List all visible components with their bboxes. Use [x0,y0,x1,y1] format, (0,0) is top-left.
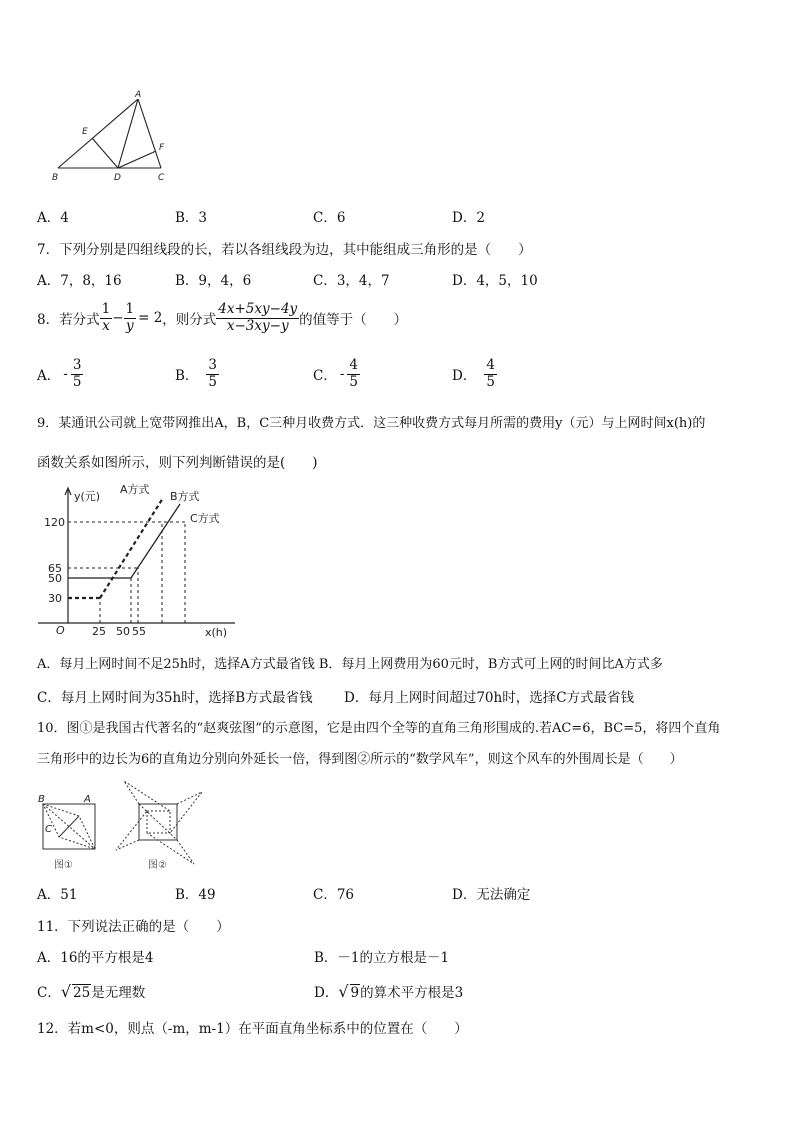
q12-stem: 12．若m<0，则点（-m，m-1）在平面直角坐标系中的位置在（ ） [37,1021,468,1037]
q8-option-a[interactable] [37,358,83,390]
q8-option-c-den: 5 [349,373,358,390]
q8-fraction-main [216,302,299,334]
q7-stem: 7．下列分别是四组线段的长，若以各组线段为边，其中能组成三角形的是（ ） [37,242,532,258]
q7-option-a[interactable]: A．7，8，16 [37,273,122,289]
q9-option-d[interactable]: D．每月上网时间超过70h时，选择C方式最省钱 [344,690,635,706]
q6-option-b[interactable]: B．3 [175,210,208,226]
q8-option-a-den: 5 [72,373,82,390]
q9-graph-series-c-label: C方式 [190,512,220,525]
q8-minus: − [112,310,124,327]
q10-option-a[interactable]: A．51 [37,887,78,903]
q9-graph-xlabel: x(h) [205,626,228,639]
q11-option-c[interactable] [37,981,145,1001]
q11-option-d-text: 的算术平方根是3 [360,985,464,1001]
q8-option-c-sign: - [339,366,345,383]
q8-option-d-den: 5 [486,373,495,390]
q7-option-d[interactable]: D．4，5，10 [452,273,538,289]
vertex-label-c: C [158,173,165,182]
sqrt-icon: √ [338,982,349,1001]
q8-option-c-num: 4 [349,357,358,373]
vertex-label-b: B [52,173,59,182]
q9-graph-xtick-55: 55 [132,625,146,638]
q11-option-c-radicand: 25 [73,985,91,1001]
triangle-figure [48,88,178,182]
q8-option-d-num: 4 [486,357,495,373]
q10-figure-2 [112,778,207,870]
q8-fraction-1y [124,302,137,334]
q10-stem-line1: 10．图①是我国古代著名的“赵爽弦图”的示意图，它是由四个全等的直角三角形围成的.若AC=6，BC=5，将四个直角 [37,721,721,736]
q6-option-a[interactable]: A．4 [37,210,69,226]
q11-option-b[interactable]: B．－1的立方根是－1 [314,950,450,966]
q9-graph-xtick-50: 50 [116,625,130,638]
q8-option-c[interactable] [313,358,360,390]
q10-option-c[interactable]: C．76 [313,887,355,903]
q9-stem-line2: 函数关系如图所示，则下列判断错误的是( ) [37,455,318,471]
q9-graph-xtick-25: 25 [92,625,106,638]
sqrt-icon: √ [60,982,72,1001]
q10-option-b[interactable]: B．49 [175,887,216,903]
q9-stem-line1: 9．某通讯公司就上宽带网推出A，B，C三种月收费方式．这三种收费方式每月所需的费用y（元）与上网时间x(h)的 [37,416,706,431]
q9-fee-graph [30,480,270,648]
q8-option-a-sign: - [63,366,68,383]
q8-option-b[interactable] [175,358,219,390]
q9-option-a-b[interactable]: A．每月上网时间不足25h时，选择A方式最省钱 B．每月上网费用为60元时，B方式可上网的时间比A方式多 [37,657,663,672]
q8-f2-den: y [125,317,134,334]
q8-stem [37,302,407,334]
q8-option-a-fraction [71,358,84,390]
q9-graph-origin: O [56,624,65,637]
q8-f3-den: x−3xy−y [226,317,289,334]
q9-graph-ytick-120: 120 [44,516,65,529]
q11-option-d-radicand: 9 [350,985,360,1001]
q8-option-c-letter: C． [313,368,337,385]
q8-option-c-fraction [347,358,360,390]
q10-fig2-caption: 图② [148,860,167,870]
q10-fig1-label-b: B [38,794,45,805]
q10-option-d[interactable]: D．无法确定 [452,887,531,903]
q8-number: 8．若分式 [37,312,100,329]
q8-tail: 的值等于（ ） [299,312,408,329]
q10-fig1-caption: 图① [54,860,73,870]
q11-option-c-letter: C． [37,985,61,1001]
q7-option-b[interactable]: B．9，4，6 [175,273,252,289]
q7-option-c[interactable]: C．3，4，7 [313,273,390,289]
q6-option-d[interactable]: D．2 [452,210,485,226]
q8-option-b-den: 5 [208,373,218,390]
q11-stem: 11．下列说法正确的是（ ） [37,919,230,935]
q8-equals: = 2 [138,310,163,327]
q9-graph-ylabel: y(元) [74,490,101,503]
q8-option-b-fraction [206,358,219,390]
q9-graph-ytick-50: 50 [48,572,62,585]
vertex-label-f: F [159,143,165,153]
q9-graph-series-a-label: A方式 [120,483,150,496]
q10-fig1-label-c: C [45,824,52,835]
q8-option-b-letter: B． [175,368,199,385]
q10-figure-1 [34,790,104,870]
q9-graph-ytick-65: 65 [48,562,62,575]
q11-option-d-letter: D． [314,985,339,1001]
q8-option-a-num: 3 [72,357,82,373]
q8-f1-num: 1 [101,301,111,317]
q8-fraction-1x [100,302,113,334]
q8-f2-num: 1 [125,301,135,317]
q8-option-d-letter: D． [452,368,477,385]
q11-option-c-text: 是无理数 [91,985,146,1001]
q11-option-d[interactable] [314,981,463,1001]
q8-option-d[interactable] [452,358,497,390]
q8-f3-num: 4x+5xy−4y [218,301,298,317]
q8-option-b-num: 3 [208,357,218,373]
q9-graph-series-b-label: B方式 [170,490,200,503]
vertex-label-e: E [82,127,88,137]
vertex-label-a: A [135,90,142,100]
q8-mid-text: ，则分式 [162,312,217,329]
q6-option-c[interactable]: C．6 [313,210,346,226]
q8-option-d-fraction [484,358,497,390]
q9-option-c[interactable]: C．每月上网时间为35h时，选择B方式最省钱 [37,690,313,706]
q9-graph-ytick-30: 30 [48,592,62,605]
q8-option-a-letter: A． [37,368,61,385]
q11-option-a[interactable]: A．16的平方根是4 [37,950,154,966]
q8-f1-den: x [102,317,110,334]
q10-stem-line2: 三角形中的边长为6的直角边分别向外延长一倍，得到图②所示的“数学风车”，则这个风车的外围周长是（ ） [37,752,683,767]
q10-fig1-label-a: A [84,794,91,805]
vertex-label-d: D [114,173,121,182]
